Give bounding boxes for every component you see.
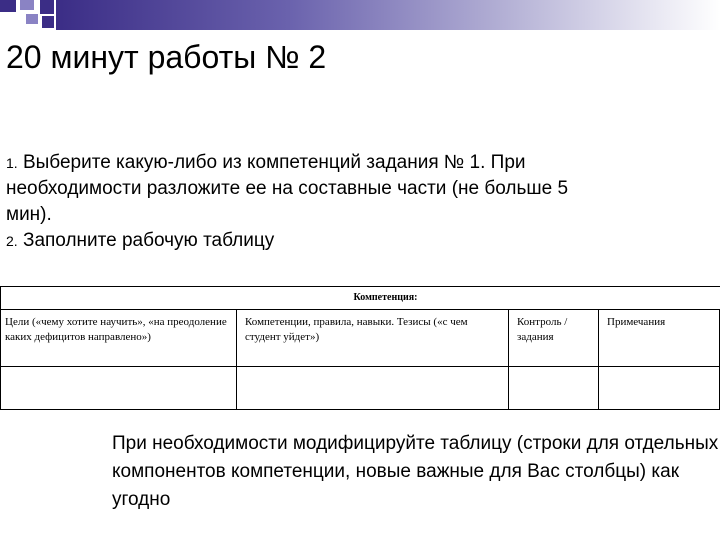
instruction-item xyxy=(6,228,606,254)
header-control: Контроль / задания xyxy=(509,310,599,366)
table-cell xyxy=(1,367,237,410)
deco-square xyxy=(20,0,34,10)
table-caption: Компетенция: xyxy=(1,287,720,310)
instruction-text: Заполните рабочую таблицу xyxy=(17,230,275,251)
header-competencies: Компетенции, правила, навыки. Тезисы («с чем студент уйдет») xyxy=(237,310,509,366)
instructions-list xyxy=(6,150,606,254)
footnote-text: При необходимости модифицируйте таблицу (строки для отдельных компонентов компетенции, новые важные для Вас столбцы) как угодно xyxy=(112,433,719,510)
deco-gradient-bar xyxy=(56,0,720,30)
deco-square xyxy=(0,0,16,12)
table-cell xyxy=(509,367,599,410)
header-decoration xyxy=(0,0,720,32)
instruction-text: Выберите какую-либо из компетенций задания № 1. При необходимости разложите ее на составные части (не больше 5 мин). xyxy=(6,152,569,225)
header-notes: Примечания xyxy=(599,310,720,366)
table-cell xyxy=(237,367,509,410)
table-cell xyxy=(599,367,720,410)
header-goals: Цели («чему хотите научить», «на преодоление каких дефицитов направлено») xyxy=(1,310,237,366)
deco-square xyxy=(42,16,54,28)
instruction-item xyxy=(6,150,606,228)
slide-title: 20 минут работы № 2 xyxy=(6,39,327,75)
deco-square xyxy=(26,14,38,24)
table-row xyxy=(1,367,720,410)
instruction-number: 2. xyxy=(6,233,18,249)
instruction-number: 1. xyxy=(6,155,18,171)
deco-square xyxy=(40,0,54,14)
work-table xyxy=(0,286,720,410)
table-header-row xyxy=(1,310,720,367)
